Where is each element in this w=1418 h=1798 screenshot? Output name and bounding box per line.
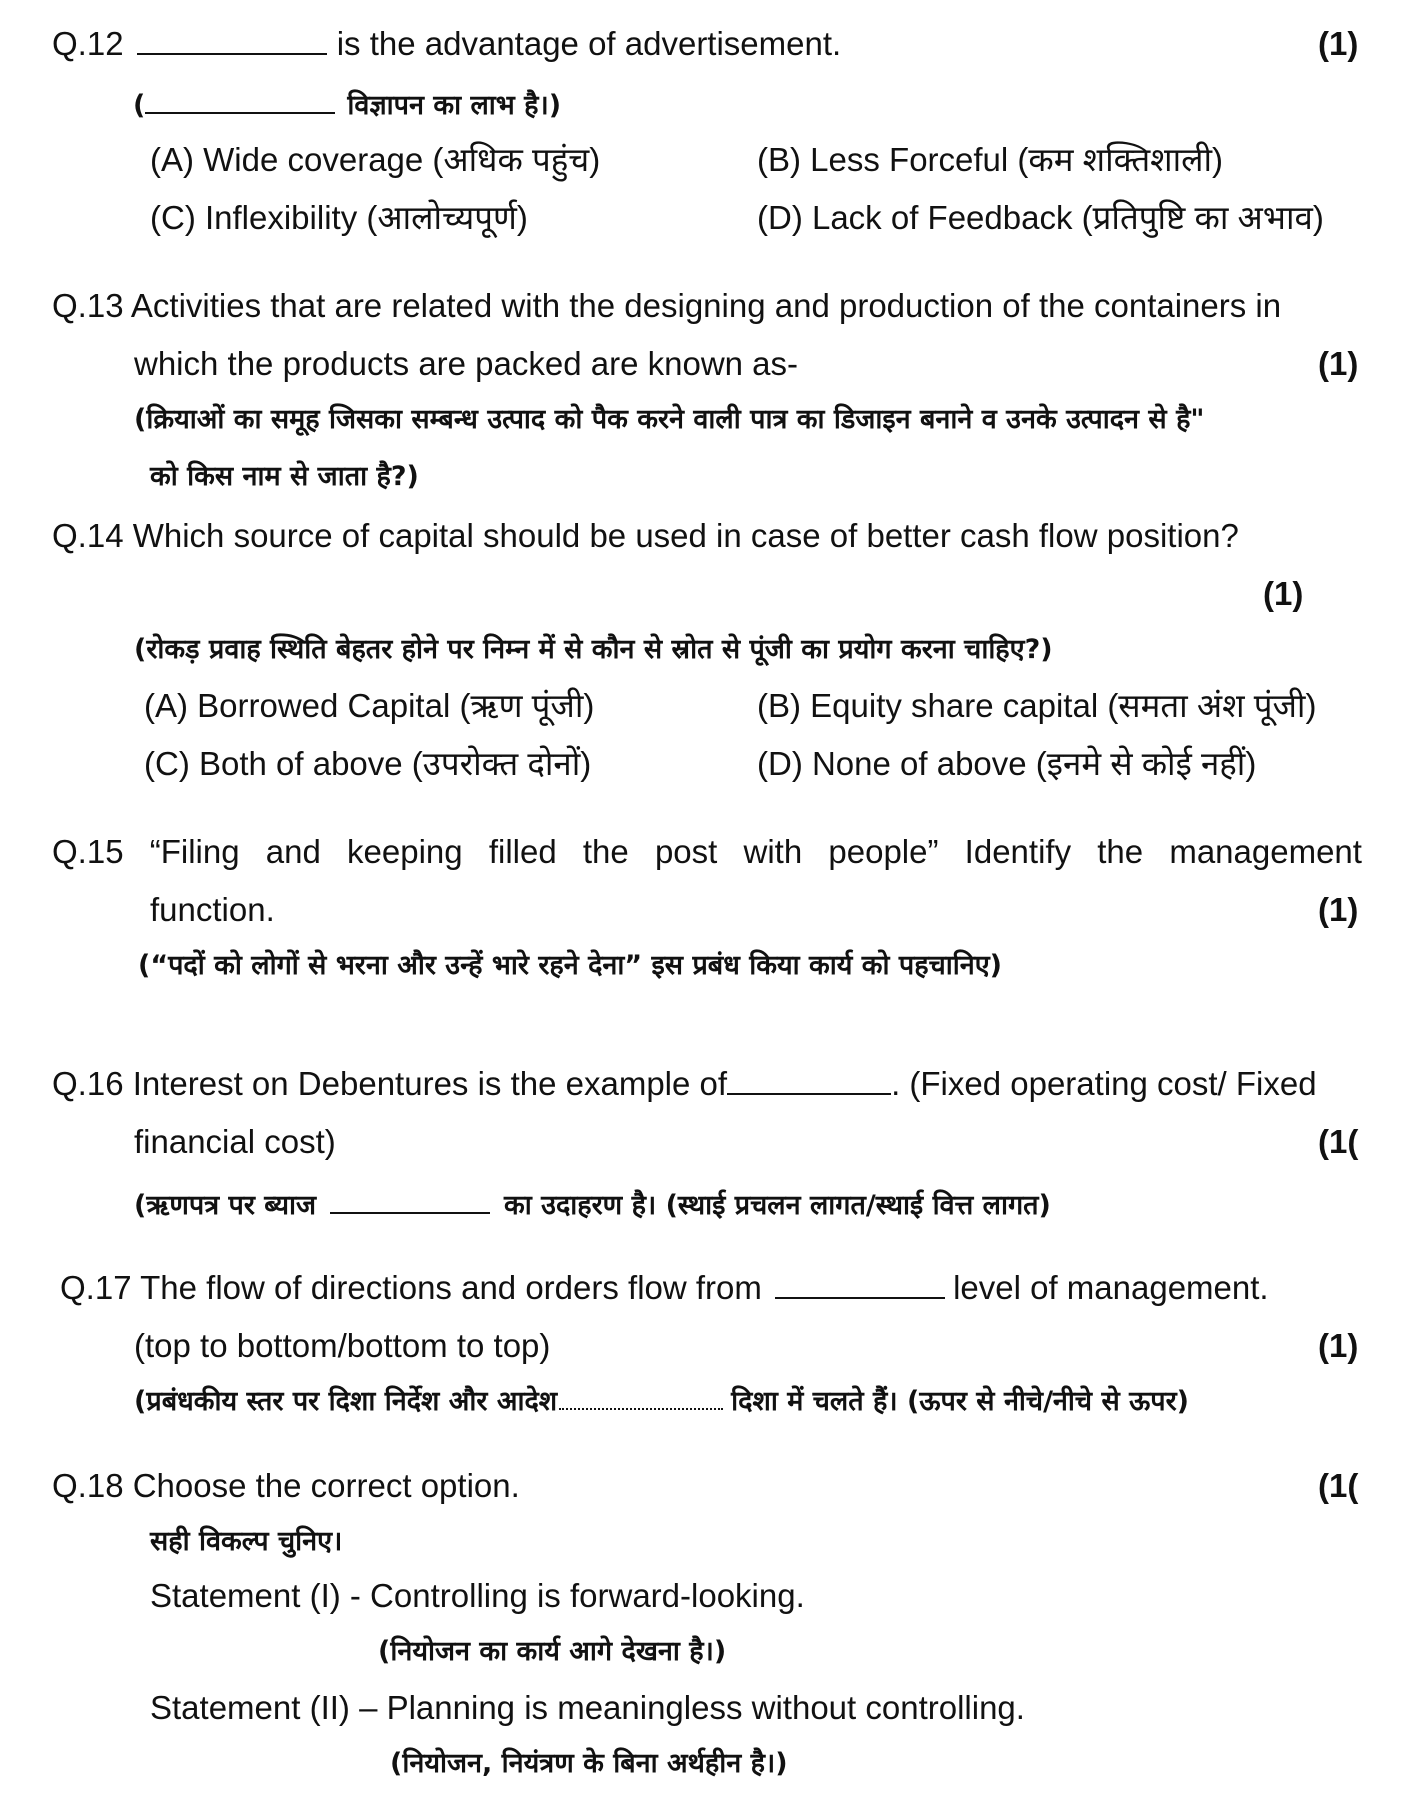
q14-option-d: (D) None of above (इनमे से कोई नहीं) [757, 745, 1257, 782]
q16-hindi-a: (ऋणपत्र पर ब्याज [134, 1190, 317, 1221]
q15-marks: (1) [1318, 891, 1359, 928]
q16-line2: financial cost) [134, 1123, 336, 1160]
q15-line2: function. [150, 891, 275, 928]
q12-option-b: (B) Less Forceful (कम शक्तिशाली) [757, 141, 1224, 178]
q15-word: management [1169, 833, 1362, 870]
q13-hindi-line2: को किस नाम से जाता है?) [150, 461, 419, 492]
q15-word: Identify [964, 833, 1072, 870]
q12-hindi-open: ( [133, 90, 146, 121]
q16-line1 [52, 1064, 1317, 1104]
q13-marks: (1) [1318, 345, 1359, 382]
q12-option-a: (A) Wide coverage (अधिक पहुंच) [150, 141, 601, 178]
q15-word: the [582, 833, 629, 870]
q15-word: filled [488, 833, 557, 870]
q18-marks: (1( [1318, 1467, 1359, 1504]
q16-hindi-blank [330, 1184, 490, 1214]
q16-text-a: Q.16 Interest on Debentures is the example of [52, 1065, 728, 1102]
q14-line1: Q.14 Which source of capital should be used in case of better cash flow position? [52, 517, 1239, 554]
q16-blank [727, 1065, 891, 1095]
q18-statement-2-hindi: (नियोजन, नियंत्रण के बिना अर्थहीन है।) [390, 1748, 788, 1779]
q14-hindi: (रोकड़ प्रवाह स्थिति बेहतर होने पर निम्न में से कौन से स्रोत से पूंजी का प्रयोग करना चाहिए?) [134, 634, 1053, 665]
q17-text-b: level of management. [953, 1269, 1269, 1306]
q15-word: with [743, 833, 803, 870]
q14-option-c: (C) Both of above (उपरोक्त दोनों) [144, 745, 592, 782]
q12-blank [137, 25, 327, 55]
q13-line2: which the products are packed are known as- [134, 345, 799, 382]
q14-option-b: (B) Equity share capital (समता अंश पूंजी) [757, 687, 1317, 724]
q14-marks: (1) [1263, 575, 1304, 612]
q18-statement-2: Statement (II) – Planning is meaningless without controlling. [150, 1689, 1025, 1726]
q17-marks: (1) [1318, 1327, 1359, 1364]
q12-hindi [133, 84, 561, 124]
q17-hindi-a: (प्रबंधकीय स्तर पर दिशा निर्देश और आदेश [134, 1386, 558, 1417]
q15-word: post [654, 833, 718, 870]
q16-hindi-b: का उदाहरण है। (स्थाई प्रचलन लागत/स्थाई वित्त लागत) [504, 1190, 1051, 1221]
q17-hindi-b: दिशा में चलते हैं। (ऊपर से नीचे/नीचे से ऊपर) [731, 1386, 1190, 1417]
q14-option-a: (A) Borrowed Capital (ऋण पूंजी) [144, 687, 595, 724]
q16-marks: (1( [1318, 1123, 1359, 1160]
q15-word: people” [828, 833, 939, 870]
q15-word: and [265, 833, 321, 870]
q15-line1 [52, 832, 1362, 872]
q12-question [52, 24, 841, 64]
q15-word: keeping [347, 833, 463, 870]
q15-word: “Filing [149, 833, 240, 870]
q18-hindi: सही विकल्प चुनिए। [150, 1526, 343, 1557]
q17-text-a: Q.17 The flow of directions and orders flow from [60, 1269, 762, 1306]
q17-blank [775, 1269, 945, 1299]
q15-word: the [1097, 833, 1144, 870]
q18-statement-1: Statement (I) - Controlling is forward-looking. [150, 1577, 805, 1614]
q15-word: Q.15 [52, 833, 124, 870]
q12-text: is the advantage of advertisement. [336, 25, 842, 62]
q17-line2: (top to bottom/bottom to top) [134, 1327, 551, 1364]
q17-line1 [60, 1268, 1269, 1308]
q16-hindi [134, 1184, 1051, 1224]
q18-line1: Q.18 Choose the correct option. [52, 1467, 520, 1504]
q12-option-c: (C) Inflexibility (आलोच्यपूर्ण) [150, 199, 528, 236]
q12-option-d: (D) Lack of Feedback (प्रतिपुष्टि का अभाव) [757, 199, 1324, 236]
q18-statement-1-hindi: (नियोजन का कार्य आगे देखना है।) [378, 1636, 727, 1667]
q12-marks: (1) [1318, 25, 1359, 62]
q17-hindi-dots [559, 1382, 723, 1410]
q12-hindi-text: विज्ञापन का लाभ है।) [347, 90, 562, 121]
q17-hindi [134, 1382, 1189, 1422]
q15-hindi: (“पदों को लोगों से भरना और उन्हें भारे रहने देना” इस प्रबंध किया कार्य को पहचानिए) [138, 950, 1002, 981]
q12-number: Q.12 [52, 25, 124, 62]
q16-text-b: . (Fixed operating cost/ Fixed [891, 1065, 1317, 1102]
q12-hindi-blank [145, 84, 335, 114]
q13-hindi-line1: (क्रियाओं का समूह जिसका सम्बन्ध उत्पाद को पैक करने वाली पात्र का डिजाइन बनाने व उनके उत्पादन से है" [134, 404, 1205, 435]
q13-line1: Q.13 Activities that are related with the designing and production of the containers in [52, 287, 1282, 324]
